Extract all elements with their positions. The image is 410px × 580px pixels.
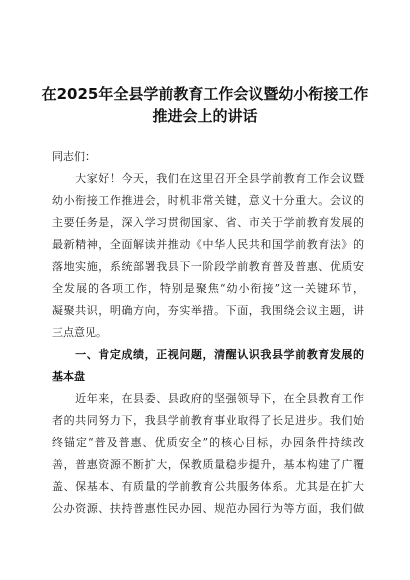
paragraph-1-line: 全发展的各项工作，特别是聚焦“幼小衔接”这一关键环节， bbox=[52, 282, 364, 295]
paragraph-1-line: 落地实施，系统部署我县下一阶段学前教育普及普惠、优质安 bbox=[52, 260, 364, 273]
paragraph-2-line: 善，普惠资源不断扩大，保教质量稳步提升，基本构建了广覆 bbox=[52, 458, 364, 471]
document-title-line-2: 推进会上的讲话 bbox=[152, 107, 258, 125]
paragraph-1-line: 三点意见。 bbox=[52, 326, 107, 339]
section-heading-1-line: 一、肯定成绩，正视问题，清醒认识我县学前教育发展的 bbox=[52, 348, 364, 361]
paragraph-1-line: 幼小衔接工作推进会，时机非常关键，意义十分重大。会议的 bbox=[52, 194, 364, 207]
paragraph-1-line: 凝聚共识，明确方向，夯实举措。下面，我围绕会议主题，讲 bbox=[52, 304, 364, 317]
paragraph-2-line: 者的共同努力下，我县学前教育事业取得了长足进步。我们始 bbox=[52, 414, 364, 427]
document-title-line-1: 在2025年全县学前教育工作会议暨幼小衔接工作 bbox=[41, 85, 369, 103]
paragraph-2-line: 近年来，在县委、县政府的坚强领导下，在全县教育工作 bbox=[52, 392, 364, 405]
paragraph-2-line: 终锚定“普及普惠、优质安全”的核心目标，办园条件持续改 bbox=[52, 436, 364, 449]
paragraph-1-line: 主要任务是，深入学习贯彻国家、省、市关于学前教育发展的 bbox=[52, 216, 364, 229]
paragraph-1-line: 大家好！今天，我们在这里召开全县学前教育工作会议暨 bbox=[52, 172, 364, 185]
section-heading-1-line: 基本盘 bbox=[52, 370, 85, 383]
paragraph-2-line: 公办资源、扶持普惠性民办园、规范办园行为等方面，我们做 bbox=[52, 502, 364, 515]
salutation: 同志们： bbox=[52, 150, 96, 163]
paragraph-2-line: 盖、保基本、有质量的学前教育公共服务体系。尤其是在扩大 bbox=[52, 480, 364, 493]
paragraph-1-line: 最新精神，全面解读并推动《中华人民共和国学前教育法》的 bbox=[52, 238, 364, 251]
